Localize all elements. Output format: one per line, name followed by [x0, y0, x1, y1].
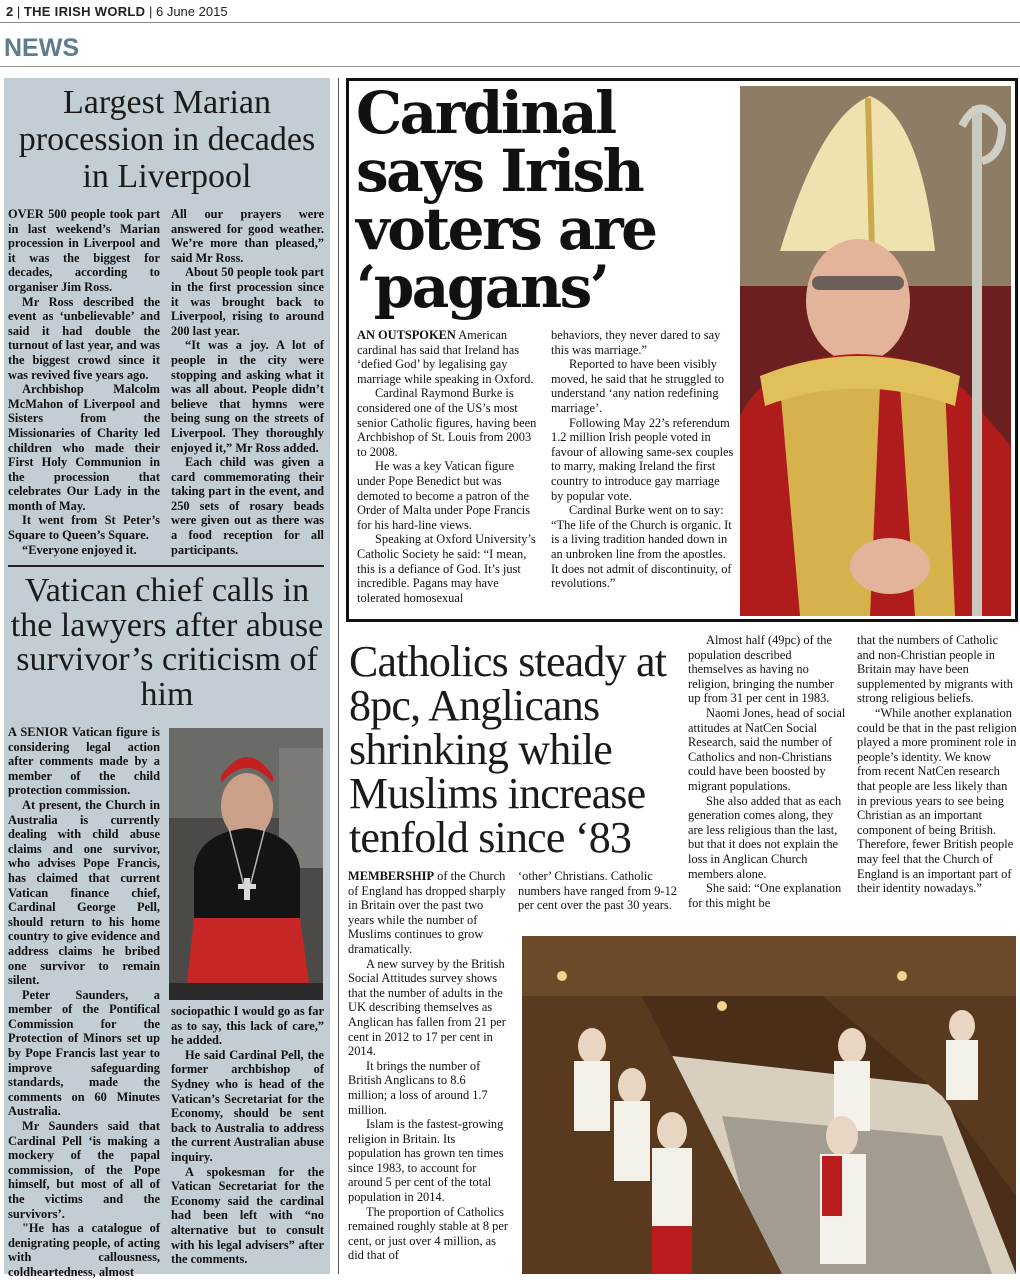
- paragraph: Archbishop Malcolm McMahon of Liverpool and Sisters from the Missionaries of Charity led children who made their First Holy Communion in the procession that celebrates Our Lady in the month of May.: [8, 382, 160, 513]
- paragraph: Reported to have been visibly moved, he said that he struggled to understand ‘any nation redefining marriage’.: [551, 357, 725, 415]
- paragraph: He was a key Vatican figure under Pope Benedict but was demoted to become a patron of the Order of Malta under Pope Francis for his hard-line views.: [357, 459, 531, 532]
- paragraph: OVER 500 people took part in last weekend’s Marian procession in Liverpool and it was the biggest for decades, according to organiser Jim Ross.: [8, 207, 160, 294]
- paragraph: Following May 22’s referendum 1.2 million Irish people voted in favour of allowing same-sex couples to marry, making Ireland the first country to introduce gay marriage by popular vote.: [551, 415, 734, 503]
- header-rule: [0, 22, 1020, 23]
- publication-name: THE IRISH WORLD: [23, 4, 146, 19]
- lead-in: MEMBERSHIP: [348, 869, 435, 883]
- choir-photo: [522, 936, 1016, 1274]
- paragraph: “While another explanation could be that in the past religion played a more prominent role in people’s identity. We know from recent NatCen research that people are less likely than in previous years to see being Christian as an important component of being British. Therefore, fewer British people may feel that the Church of England is an important part of their identity nowadays.”: [857, 705, 1017, 896]
- paragraph: Speaking at Oxford University’s Catholic Society he said: “I mean, this is a defiance of God. It’s just incredible. Pagans may have tolerated homosexual: [357, 532, 536, 605]
- paragraph: He said Cardinal Pell, the former archbishop of Sydney who is head of the Vatican’s Secretariat for the Economy, should be sent back to Australia to address the current Australian abuse inquiry.: [171, 1047, 324, 1164]
- paragraph-text: of the Church of England has dropped sharply in Britain over the past two years while the number of Muslims continues to grow dramatically.: [348, 869, 506, 956]
- paragraph: “Everyone enjoyed it.: [22, 542, 137, 557]
- paragraph: A spokesman for the Vatican Secretariat for the Economy said the cardinal had been left with “no alternative but to consult with his legal advisers” after the comments.: [171, 1164, 324, 1267]
- paragraph: The proportion of Catholics remained roughly stable at 8 per cent, or just over 4 million, as did that of: [348, 1204, 508, 1263]
- paragraph: Mr Saunders said that Cardinal Pell ‘is making a mockery of the papal commission, of the Pope himself, but most of all of the victims and the survivors’.: [8, 1119, 160, 1221]
- paragraph: behaviors, they never dared to say this was marriage.”: [551, 328, 721, 357]
- story-divider: [8, 565, 324, 567]
- paragraph: Islam is the fastest-growing religion in Britain. Its population has grown ten times since 1983, to account for around 5 per cent of the total population in 2014.: [348, 1117, 504, 1205]
- paragraph: Each child was given a card commemorating their taking part in the event, and 250 sets of rosary beads were given out as there was a food reception for all participants.: [171, 455, 324, 557]
- vatican-column-2: [171, 1004, 324, 1267]
- paragraph: [357, 328, 543, 386]
- paragraph: Cardinal Burke went on to say: “The life of the Church is organic. It is a living tradition handed down in an unbroken line from the apostles. It does not admit of discontinuity, of revolutions.”: [551, 503, 732, 591]
- paragraph: She said: “One explanation for this might be: [688, 881, 842, 910]
- paragraph: All our prayers were answered for good weather. We’re more than pleased,” said Mr Ross.: [171, 207, 324, 265]
- survey-column-1: [348, 869, 508, 1263]
- paragraph-text: American cardinal has said that Ireland has ‘defied God’ by legalising gay marriage while speaking in Oxford.: [357, 328, 534, 386]
- paragraph: Naomi Jones, head of social attitudes at NatCen Social Research, said the number of Catholics and non-Christians could have been boosted by migrant populations.: [688, 705, 846, 793]
- marian-column-1: [8, 207, 160, 557]
- burke-column-2: [551, 328, 735, 591]
- paragraph: sociopathic I would go as far as to say, this lack of care,” he added.: [171, 1004, 324, 1048]
- cardinal-burke-photo: [740, 86, 1011, 616]
- paragraph: “It was a joy. A lot of people in the city were stopping and asking what it was all about. People didn’t believe that hymns were being sung on the streets of Liverpool. They thoroughly enjoyed it,” Mr Ross added.: [171, 338, 324, 455]
- burke-headline: Cardinal says Irish voters are ‘pagans’: [356, 79, 656, 321]
- lead-in: AN OUTSPOKEN: [357, 328, 456, 342]
- marian-column-2: [171, 207, 324, 557]
- issue-date: 6 June 2015: [155, 4, 228, 19]
- paragraph: A SENIOR Vatican figure is considering legal action after comments made by a member of the child protection commission.: [8, 725, 160, 798]
- page-number: 2: [6, 4, 14, 19]
- survey-column-3: [688, 633, 848, 910]
- paragraph: [348, 869, 508, 957]
- paragraph: About 50 people took part in the first procession since it was brought back to Liverpool, rising to around 200 last year.: [171, 265, 324, 338]
- cardinal-pell-photo: [169, 728, 323, 1000]
- paragraph: She also added that as each generation comes along, they are less religious than the last, but that it does not explain the loss in Anglican Church members alone.: [688, 793, 842, 881]
- paragraph: At present, the Church in Australia is currently dealing with child abuse claims and one survivor, who advises Pope Francis, has claimed that current Vatican finance chief, Cardinal George Pell, should return to his home country to give evidence and address claims he bribed one survivor to remain silent.: [8, 797, 160, 988]
- page-header: [6, 4, 228, 19]
- header-separator: |: [16, 4, 24, 19]
- paragraph: "He has a catalogue of denigrating people, of acting with callousness, coldheartedness, almost: [8, 1221, 160, 1279]
- paragraph: that the numbers of Catholic and non-Christian people in Britain may have been supplemented by migrants with strong religious beliefs.: [857, 633, 1013, 706]
- religion-survey-headline: Catholics steady at 8pc, Anglicans shrinking while Muslims increase tenfold since ‘83: [349, 637, 667, 862]
- marian-headline: Largest Marian procession in decades in Liverpool: [18, 84, 316, 195]
- survey-column-4: [857, 633, 1017, 896]
- vatican-column-1: [8, 725, 160, 1280]
- section-title: NEWS: [4, 34, 79, 62]
- paragraph: Mr Ross described the event as ‘unbelievable’ and said it had double the turnout of last year, and was the biggest crowd since it was revived five years ago.: [8, 294, 160, 382]
- paragraph: Cardinal Raymond Burke is considered one of the US’s most senior Catholic figures, having been Archbishop of St. Louis from 2003 to 2008.: [357, 386, 537, 459]
- paragraph: It went from St Peter’s Square to Queen’s Square.: [8, 513, 160, 543]
- paragraph: It brings the number of British Anglicans to 8.6 million; a loss of around 1.7 million.: [348, 1058, 488, 1117]
- section-rule: [0, 66, 1020, 67]
- paragraph: A new survey by the British Social Attitudes survey shows that the number of adults in the UK describing themselves as Anglican has fallen from 21 per cent in 2012 to 17 per cent in 2014.: [348, 956, 506, 1059]
- column-rule: [338, 78, 339, 1274]
- header-separator: |: [148, 4, 156, 19]
- paragraph: Peter Saunders, a member of the Pontifical Commission for the Protection of Minors set up by Pope Francis last year to improve safeguarding standards, made the comments on 60 Minutes Australia.: [8, 987, 160, 1119]
- burke-column-1: [357, 328, 543, 605]
- survey-column-2: [518, 869, 678, 913]
- paragraph: ‘other’ Christians. Catholic numbers have ranged from 9-12 per cent over the past 30 years.: [518, 869, 677, 913]
- paragraph: Almost half (49pc) of the population described themselves as having no religion, bringing the number up from 31 per cent in 1983.: [688, 633, 834, 706]
- vatican-headline: Vatican chief calls in the lawyers after abuse survivor’s criticism of him: [10, 572, 324, 713]
